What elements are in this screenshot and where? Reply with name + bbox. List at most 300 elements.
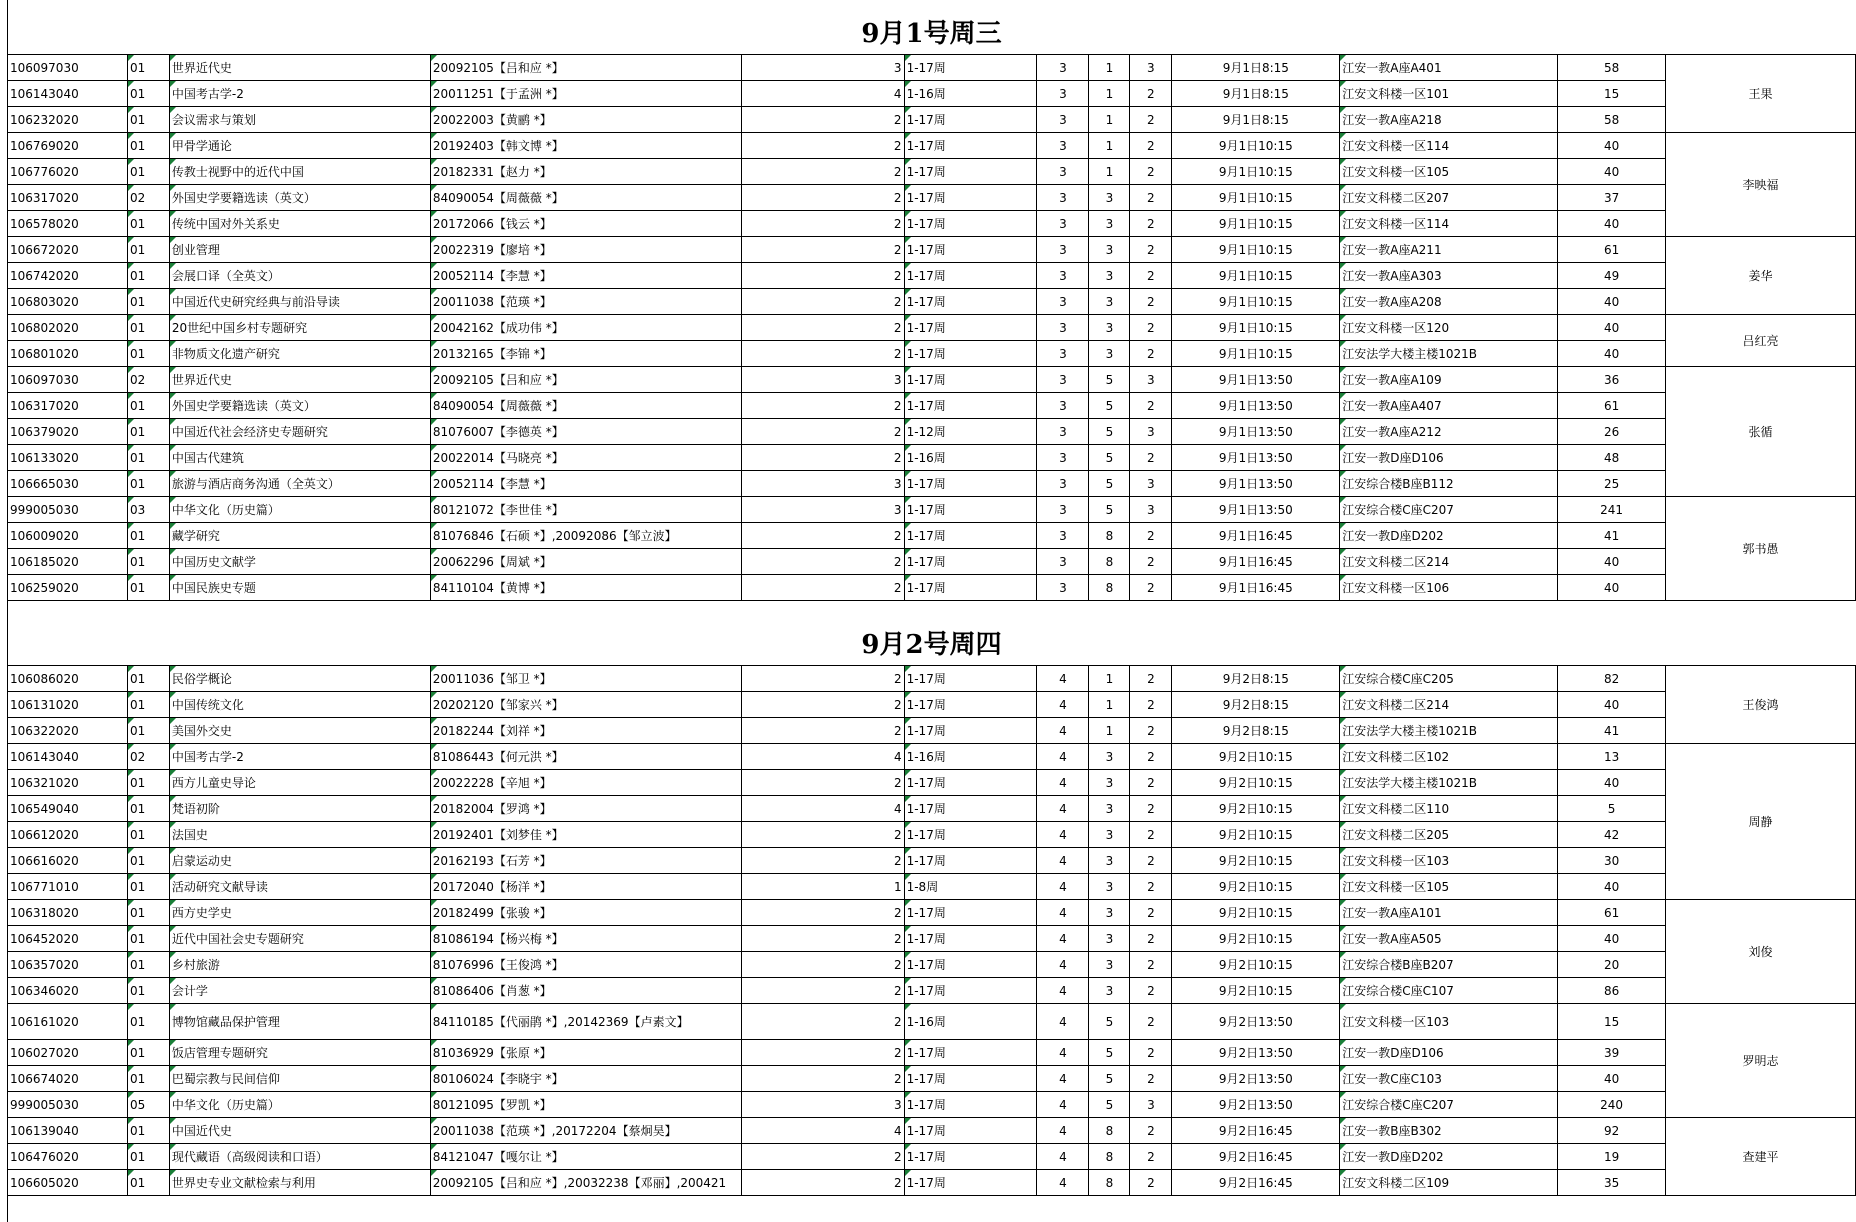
weeks-cell: 1-17周: [904, 159, 1037, 185]
weeks-cell: 1-17周: [904, 393, 1037, 419]
exam-time-cell: 9月1日10:15: [1172, 237, 1340, 263]
class-seq-cell: 01: [127, 211, 169, 237]
table-row: [8, 497, 1856, 523]
class-seq-cell: 01: [127, 237, 169, 263]
table-row: [8, 874, 1856, 900]
teacher-cell: 81076846【石硕 *】,20092086【邹立波】: [430, 523, 741, 549]
teacher-cell: 20202120【邹家兴 *】: [430, 692, 741, 718]
class-seq-cell: 01: [127, 419, 169, 445]
period-cell: 5: [1089, 471, 1130, 497]
room-cell: 江安文科楼一区120: [1340, 315, 1558, 341]
student-count-cell: 40: [1558, 575, 1666, 601]
weekday-cell: 3: [1037, 81, 1089, 107]
table-row: [8, 952, 1856, 978]
day-title-sep1: 9月1号周三: [861, 19, 1002, 49]
class-seq-cell: 01: [127, 471, 169, 497]
teacher-cell: 84110104【黄博 *】: [430, 575, 741, 601]
weeks-cell: 1-16周: [904, 81, 1037, 107]
teacher-cell: 81076007【李德英 *】: [430, 419, 741, 445]
invigilator-cell: 罗明志: [1666, 1004, 1856, 1118]
teacher-cell: 84121047【嘎尔让 *】: [430, 1144, 741, 1170]
exam-time-cell: 9月1日13:50: [1172, 471, 1340, 497]
course-name-cell: 甲骨学通论: [169, 133, 430, 159]
course-code-cell: 106346020: [8, 978, 128, 1004]
weeks-cell: 1-17周: [904, 1066, 1037, 1092]
course-code-cell: 106009020: [8, 523, 128, 549]
course-name-cell: 梵语初阶: [169, 796, 430, 822]
student-count-cell: 15: [1558, 81, 1666, 107]
exam-time-cell: 9月1日10:15: [1172, 341, 1340, 367]
room-cell: 江安一教A座A303: [1340, 263, 1558, 289]
exam-time-cell: 9月1日13:50: [1172, 393, 1340, 419]
teacher-cell: 20011038【范瑛 *】: [430, 289, 741, 315]
period-cell: 8: [1089, 1170, 1130, 1196]
exam-time-cell: 9月2日10:15: [1172, 822, 1340, 848]
exam-time-cell: 9月2日13:50: [1172, 1066, 1340, 1092]
student-count-cell: 30: [1558, 848, 1666, 874]
exam-time-cell: 9月2日10:15: [1172, 874, 1340, 900]
exam-time-cell: 9月2日8:15: [1172, 718, 1340, 744]
credit-cell: 2: [741, 692, 904, 718]
class-seq-cell: 01: [127, 848, 169, 874]
exam-time-cell: 9月2日10:15: [1172, 744, 1340, 770]
weekday-cell: 4: [1037, 1040, 1089, 1066]
teacher-cell: 20162193【石芳 *】: [430, 848, 741, 874]
exam-time-cell: 9月1日8:15: [1172, 81, 1340, 107]
course-code-cell: 106742020: [8, 263, 128, 289]
course-name-cell: 外国史学要籍选读（英文）: [169, 393, 430, 419]
teacher-cell: 20022319【廖培 *】: [430, 237, 741, 263]
hours-cell: 2: [1130, 107, 1172, 133]
student-count-cell: 40: [1558, 341, 1666, 367]
class-seq-cell: 01: [127, 549, 169, 575]
course-name-cell: 中国近代社会经济史专题研究: [169, 419, 430, 445]
teacher-cell: 20011038【范瑛 *】,20172204【蔡炯昊】: [430, 1118, 741, 1144]
teacher-cell: 20042162【成功伟 *】: [430, 315, 741, 341]
hours-cell: 2: [1130, 1144, 1172, 1170]
weekday-cell: 4: [1037, 848, 1089, 874]
weekday-cell: 3: [1037, 575, 1089, 601]
room-cell: 江安文科楼一区114: [1340, 133, 1558, 159]
invigilator-cell: 周静: [1666, 744, 1856, 900]
weeks-cell: 1-17周: [904, 718, 1037, 744]
teacher-cell: 81086406【肖葱 *】: [430, 978, 741, 1004]
teacher-cell: 20052114【李慧 *】: [430, 263, 741, 289]
weekday-cell: 3: [1037, 289, 1089, 315]
room-cell: 江安综合楼B座B207: [1340, 952, 1558, 978]
student-count-cell: 61: [1558, 393, 1666, 419]
period-cell: 5: [1089, 367, 1130, 393]
class-seq-cell: 01: [127, 978, 169, 1004]
exam-time-cell: 9月2日10:15: [1172, 978, 1340, 1004]
hours-cell: 3: [1130, 55, 1172, 81]
course-code-cell: 106143040: [8, 81, 128, 107]
weeks-cell: 1-17周: [904, 133, 1037, 159]
credit-cell: 2: [741, 1170, 904, 1196]
weekday-cell: 3: [1037, 211, 1089, 237]
course-name-cell: 世界近代史: [169, 55, 430, 81]
period-cell: 1: [1089, 718, 1130, 744]
table-row: [8, 133, 1856, 159]
credit-cell: 2: [741, 133, 904, 159]
credit-cell: 2: [741, 289, 904, 315]
course-name-cell: 中国考古学-2: [169, 744, 430, 770]
period-cell: 3: [1089, 211, 1130, 237]
weeks-cell: 1-17周: [904, 1092, 1037, 1118]
room-cell: 江安文科楼二区109: [1340, 1170, 1558, 1196]
teacher-cell: 20182004【罗鸿 *】: [430, 796, 741, 822]
exam-time-cell: 9月1日10:15: [1172, 211, 1340, 237]
period-cell: 1: [1089, 666, 1130, 692]
weeks-cell: 1-8周: [904, 874, 1037, 900]
exam-time-cell: 9月2日8:15: [1172, 666, 1340, 692]
period-cell: 3: [1089, 289, 1130, 315]
teacher-cell: 80121072【李世佳 *】: [430, 497, 741, 523]
credit-cell: 2: [741, 666, 904, 692]
weeks-cell: 1-17周: [904, 237, 1037, 263]
period-cell: 1: [1089, 133, 1130, 159]
credit-cell: 4: [741, 744, 904, 770]
teacher-cell: 80106024【李晓宇 *】: [430, 1066, 741, 1092]
weeks-cell: 1-17周: [904, 770, 1037, 796]
weekday-cell: 3: [1037, 315, 1089, 341]
class-seq-cell: 01: [127, 874, 169, 900]
weeks-cell: 1-17周: [904, 978, 1037, 1004]
exam-time-cell: 9月1日10:15: [1172, 185, 1340, 211]
course-code-cell: 106143040: [8, 744, 128, 770]
room-cell: 江安综合楼C座C205: [1340, 666, 1558, 692]
teacher-cell: 81036929【张原 *】: [430, 1040, 741, 1066]
credit-cell: 2: [741, 1144, 904, 1170]
course-name-cell: 巴蜀宗教与民间信仰: [169, 1066, 430, 1092]
table-row: [8, 692, 1856, 718]
course-code-cell: 106452020: [8, 926, 128, 952]
invigilator-cell: 刘俊: [1666, 900, 1856, 1004]
course-name-cell: 西方史学史: [169, 900, 430, 926]
credit-cell: 2: [741, 848, 904, 874]
room-cell: 江安法学大楼主楼1021B: [1340, 341, 1558, 367]
invigilator-cell: 查建平: [1666, 1118, 1856, 1196]
exam-time-cell: 9月2日13:50: [1172, 1092, 1340, 1118]
weekday-cell: 3: [1037, 133, 1089, 159]
weekday-cell: 4: [1037, 926, 1089, 952]
weekday-cell: 4: [1037, 1144, 1089, 1170]
credit-cell: 2: [741, 926, 904, 952]
exam-time-cell: 9月1日10:15: [1172, 263, 1340, 289]
table-row: [8, 549, 1856, 575]
weekday-cell: 4: [1037, 1066, 1089, 1092]
hours-cell: 2: [1130, 237, 1172, 263]
course-code-cell: 106771010: [8, 874, 128, 900]
weekday-cell: 3: [1037, 419, 1089, 445]
table-row: [8, 367, 1856, 393]
student-count-cell: 40: [1558, 289, 1666, 315]
hours-cell: 3: [1130, 1092, 1172, 1118]
table-row: [8, 1170, 1856, 1196]
class-seq-cell: 01: [127, 926, 169, 952]
class-seq-cell: 01: [127, 575, 169, 601]
table-row: [8, 718, 1856, 744]
hours-cell: 2: [1130, 926, 1172, 952]
teacher-cell: 20182244【刘祥 *】: [430, 718, 741, 744]
weekday-cell: 4: [1037, 692, 1089, 718]
table-row: [8, 796, 1856, 822]
student-count-cell: 92: [1558, 1118, 1666, 1144]
hours-cell: 2: [1130, 900, 1172, 926]
weekday-cell: 3: [1037, 471, 1089, 497]
course-code-cell: 106133020: [8, 445, 128, 471]
table-row: [8, 575, 1856, 601]
student-count-cell: 40: [1558, 211, 1666, 237]
teacher-cell: 20182499【张骏 *】: [430, 900, 741, 926]
hours-cell: 2: [1130, 978, 1172, 1004]
weekday-cell: 3: [1037, 55, 1089, 81]
course-code-cell: 106616020: [8, 848, 128, 874]
weeks-cell: 1-17周: [904, 1170, 1037, 1196]
course-code-cell: 106139040: [8, 1118, 128, 1144]
room-cell: 江安文科楼一区103: [1340, 1004, 1558, 1040]
weekday-cell: 3: [1037, 159, 1089, 185]
room-cell: 江安一教A座A211: [1340, 237, 1558, 263]
hours-cell: 2: [1130, 575, 1172, 601]
room-cell: 江安文科楼一区103: [1340, 848, 1558, 874]
weeks-cell: 1-16周: [904, 1004, 1037, 1040]
weekday-cell: 3: [1037, 497, 1089, 523]
room-cell: 江安一教B座B302: [1340, 1118, 1558, 1144]
room-cell: 江安文科楼一区105: [1340, 874, 1558, 900]
credit-cell: 2: [741, 770, 904, 796]
student-count-cell: 13: [1558, 744, 1666, 770]
exam-time-cell: 9月2日16:45: [1172, 1170, 1340, 1196]
hours-cell: 2: [1130, 874, 1172, 900]
course-code-cell: 106097030: [8, 55, 128, 81]
hours-cell: 2: [1130, 523, 1172, 549]
table-row: [8, 1144, 1856, 1170]
class-seq-cell: 03: [127, 497, 169, 523]
course-name-cell: 中华文化（历史篇）: [169, 1092, 430, 1118]
invigilator-cell: 张循: [1666, 367, 1856, 497]
teacher-cell: 20092105【吕和应 *】,20032238【邓丽】,200421: [430, 1170, 741, 1196]
student-count-cell: 42: [1558, 822, 1666, 848]
credit-cell: 2: [741, 575, 904, 601]
student-count-cell: 40: [1558, 1066, 1666, 1092]
exam-time-cell: 9月1日16:45: [1172, 549, 1340, 575]
exam-time-cell: 9月1日13:50: [1172, 445, 1340, 471]
teacher-cell: 84110185【代丽鹃 *】,20142369【卢素文】: [430, 1004, 741, 1040]
course-name-cell: 中国民族史专题: [169, 575, 430, 601]
weeks-cell: 1-17周: [904, 471, 1037, 497]
hours-cell: 2: [1130, 1118, 1172, 1144]
hours-cell: 2: [1130, 822, 1172, 848]
table-row: [8, 393, 1856, 419]
course-name-cell: 中国传统文化: [169, 692, 430, 718]
weekday-cell: 4: [1037, 952, 1089, 978]
course-code-cell: 106321020: [8, 770, 128, 796]
invigilator-cell: 王俊鸿: [1666, 666, 1856, 744]
weekday-cell: 4: [1037, 1092, 1089, 1118]
credit-cell: 2: [741, 393, 904, 419]
credit-cell: 2: [741, 185, 904, 211]
weeks-cell: 1-17周: [904, 822, 1037, 848]
period-cell: 8: [1089, 549, 1130, 575]
period-cell: 5: [1089, 1066, 1130, 1092]
course-code-cell: 106612020: [8, 822, 128, 848]
teacher-cell: 20182331【赵力 *】: [430, 159, 741, 185]
credit-cell: 2: [741, 263, 904, 289]
room-cell: 江安一教A座A208: [1340, 289, 1558, 315]
invigilator-cell: 王果: [1666, 55, 1856, 133]
period-cell: 5: [1089, 393, 1130, 419]
student-count-cell: 241: [1558, 497, 1666, 523]
class-seq-cell: 01: [127, 315, 169, 341]
table-row: [8, 848, 1856, 874]
course-code-cell: 106674020: [8, 1066, 128, 1092]
course-name-cell: 启蒙运动史: [169, 848, 430, 874]
course-code-cell: 106605020: [8, 1170, 128, 1196]
invigilator-cell: 吕红亮: [1666, 315, 1856, 367]
course-code-cell: 106357020: [8, 952, 128, 978]
table-row: [8, 523, 1856, 549]
exam-time-cell: 9月1日13:50: [1172, 497, 1340, 523]
hours-cell: 2: [1130, 1066, 1172, 1092]
period-cell: 3: [1089, 237, 1130, 263]
table-row: [8, 471, 1856, 497]
course-name-cell: 会计学: [169, 978, 430, 1004]
credit-cell: 2: [741, 315, 904, 341]
room-cell: 江安一教A座A505: [1340, 926, 1558, 952]
course-name-cell: 中国近代史研究经典与前沿导读: [169, 289, 430, 315]
hours-cell: 2: [1130, 1040, 1172, 1066]
hours-cell: 2: [1130, 848, 1172, 874]
period-cell: 5: [1089, 419, 1130, 445]
credit-cell: 2: [741, 1004, 904, 1040]
class-seq-cell: 01: [127, 1004, 169, 1040]
table-row: [8, 55, 1856, 81]
student-count-cell: 40: [1558, 874, 1666, 900]
credit-cell: 2: [741, 1066, 904, 1092]
student-count-cell: 40: [1558, 159, 1666, 185]
course-name-cell: 西方儿童史导论: [169, 770, 430, 796]
credit-cell: 2: [741, 1040, 904, 1066]
weeks-cell: 1-17周: [904, 55, 1037, 81]
course-code-cell: 106317020: [8, 393, 128, 419]
period-cell: 5: [1089, 1004, 1130, 1040]
exam-time-cell: 9月2日10:15: [1172, 770, 1340, 796]
class-seq-cell: 01: [127, 718, 169, 744]
credit-cell: 4: [741, 81, 904, 107]
weeks-cell: 1-17周: [904, 692, 1037, 718]
credit-cell: 2: [741, 718, 904, 744]
exam-time-cell: 9月1日8:15: [1172, 107, 1340, 133]
room-cell: 江安文科楼二区110: [1340, 796, 1558, 822]
day-title-sep2: 9月2号周四: [861, 630, 1002, 660]
period-cell: 3: [1089, 952, 1130, 978]
student-count-cell: 39: [1558, 1040, 1666, 1066]
student-count-cell: 40: [1558, 770, 1666, 796]
course-name-cell: 会议需求与策划: [169, 107, 430, 133]
exam-time-cell: 9月1日10:15: [1172, 315, 1340, 341]
student-count-cell: 240: [1558, 1092, 1666, 1118]
course-code-cell: 106769020: [8, 133, 128, 159]
table-row: [8, 770, 1856, 796]
student-count-cell: 40: [1558, 926, 1666, 952]
student-count-cell: 86: [1558, 978, 1666, 1004]
course-name-cell: 中国近代史: [169, 1118, 430, 1144]
period-cell: 5: [1089, 445, 1130, 471]
hours-cell: 2: [1130, 341, 1172, 367]
course-name-cell: 中华文化（历史篇）: [169, 497, 430, 523]
weeks-cell: 1-17周: [904, 497, 1037, 523]
period-cell: 1: [1089, 55, 1130, 81]
period-cell: 3: [1089, 848, 1130, 874]
course-name-cell: 乡村旅游: [169, 952, 430, 978]
student-count-cell: 41: [1558, 523, 1666, 549]
class-seq-cell: 02: [127, 744, 169, 770]
course-code-cell: 106379020: [8, 419, 128, 445]
class-seq-cell: 01: [127, 1066, 169, 1092]
credit-cell: 2: [741, 211, 904, 237]
teacher-cell: 80121095【罗凯 *】: [430, 1092, 741, 1118]
weekday-cell: 4: [1037, 666, 1089, 692]
table-row: [8, 211, 1856, 237]
exam-time-cell: 9月1日13:50: [1172, 419, 1340, 445]
hours-cell: 2: [1130, 133, 1172, 159]
student-count-cell: 49: [1558, 263, 1666, 289]
student-count-cell: 40: [1558, 133, 1666, 159]
credit-cell: 4: [741, 1118, 904, 1144]
table-row: [8, 419, 1856, 445]
student-count-cell: 37: [1558, 185, 1666, 211]
room-cell: 江安综合楼C座C107: [1340, 978, 1558, 1004]
hours-cell: 2: [1130, 393, 1172, 419]
exam-time-cell: 9月2日10:15: [1172, 926, 1340, 952]
credit-cell: 2: [741, 952, 904, 978]
room-cell: 江安一教A座A212: [1340, 419, 1558, 445]
weeks-cell: 1-17周: [904, 926, 1037, 952]
credit-cell: 2: [741, 107, 904, 133]
hours-cell: 2: [1130, 159, 1172, 185]
course-code-cell: 106322020: [8, 718, 128, 744]
teacher-cell: 81086443【何元洪 *】: [430, 744, 741, 770]
hours-cell: 2: [1130, 263, 1172, 289]
course-code-cell: 106803020: [8, 289, 128, 315]
student-count-cell: 26: [1558, 419, 1666, 445]
teacher-cell: 20022003【黄鹂 *】: [430, 107, 741, 133]
room-cell: 江安文科楼二区214: [1340, 692, 1558, 718]
credit-cell: 4: [741, 796, 904, 822]
weekday-cell: 3: [1037, 107, 1089, 133]
teacher-cell: 20022014【马晓亮 *】: [430, 445, 741, 471]
course-code-cell: 106318020: [8, 900, 128, 926]
hours-cell: 3: [1130, 497, 1172, 523]
table-row: [8, 159, 1856, 185]
weeks-cell: 1-17周: [904, 523, 1037, 549]
teacher-cell: 84090054【周薇薇 *】: [430, 185, 741, 211]
hours-cell: 2: [1130, 718, 1172, 744]
weeks-cell: 1-17周: [904, 1040, 1037, 1066]
room-cell: 江安一教D座D202: [1340, 523, 1558, 549]
teacher-cell: 84090054【周薇薇 *】: [430, 393, 741, 419]
table-row: [8, 1004, 1856, 1040]
teacher-cell: 20011036【邹卫 *】: [430, 666, 741, 692]
hours-cell: 2: [1130, 692, 1172, 718]
room-cell: 江安文科楼二区205: [1340, 822, 1558, 848]
table-row: [8, 81, 1856, 107]
course-code-cell: 106232020: [8, 107, 128, 133]
class-seq-cell: 01: [127, 822, 169, 848]
hours-cell: 2: [1130, 211, 1172, 237]
student-count-cell: 48: [1558, 445, 1666, 471]
